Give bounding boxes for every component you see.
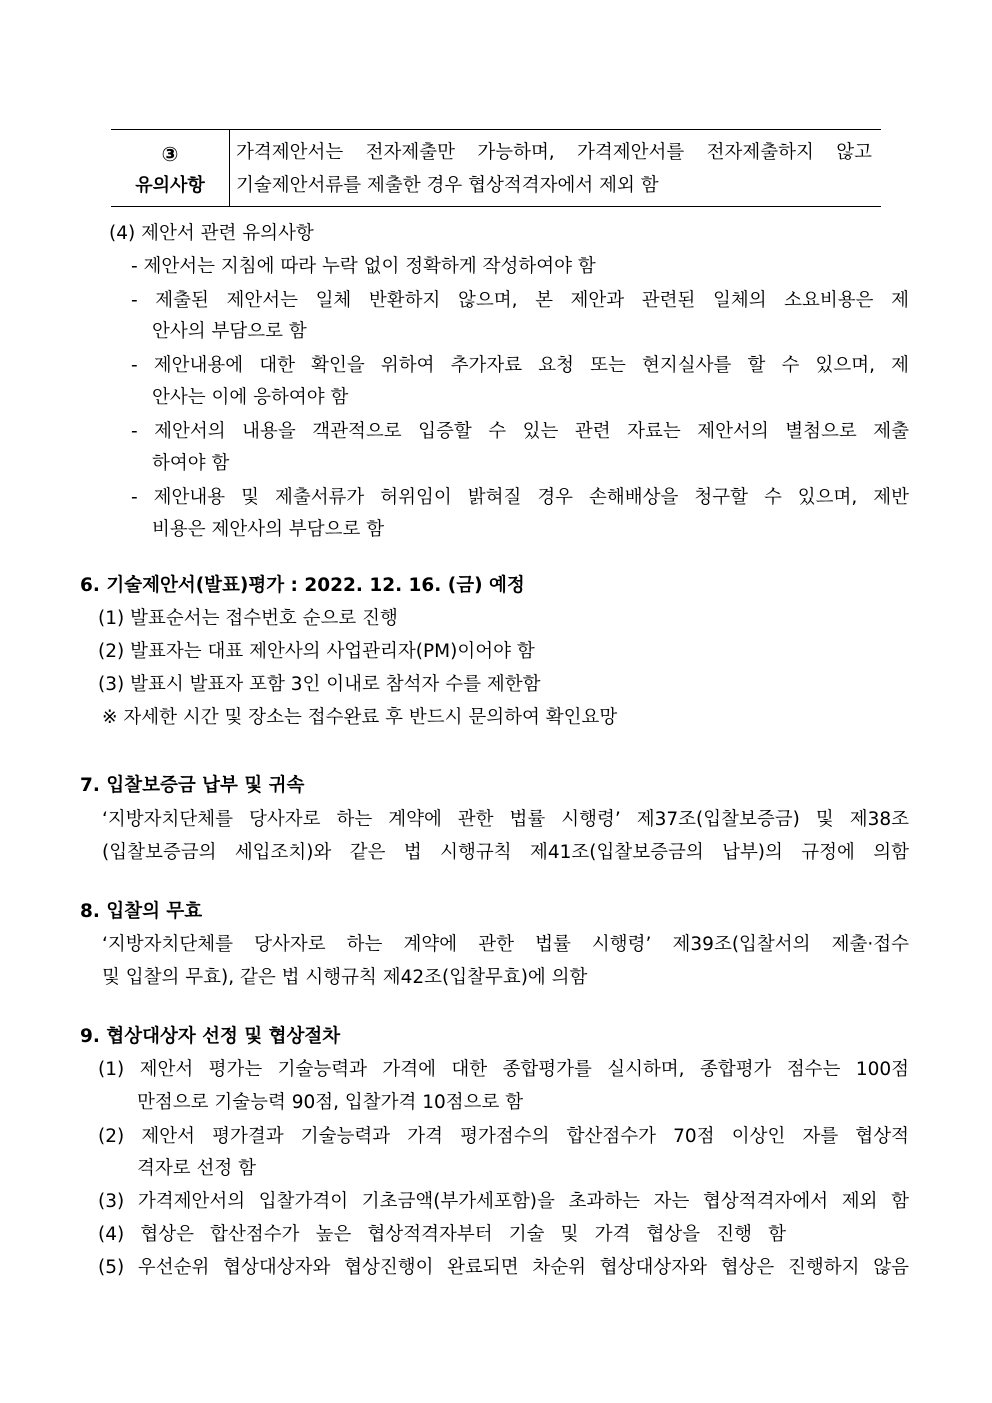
section-6-note: ※ 자세한 시간 및 장소는 접수완료 후 반드시 문의하여 확인요망 bbox=[102, 707, 618, 728]
notice-number: ③ bbox=[161, 142, 179, 166]
section-9-item-5: (5) 우선순위 협상대상자와 협상진행이 완료되면 차순위 협상대상자와 협상은 진행하지 않음 bbox=[98, 1257, 909, 1278]
section-4-item-2-line-2: 안사의 부담으로 함 bbox=[152, 321, 307, 342]
section-4-item-2-line-1: - 제출된 제안서는 일체 반환하지 않으며, 본 제안과 관련된 일체의 소요비용은 제 bbox=[131, 290, 909, 311]
notice-text-line-2: 기술제안서류를 제출한 경우 협상적격자에서 제외 함 bbox=[236, 175, 659, 196]
section-4-item-4-line-2: 하여야 함 bbox=[152, 453, 230, 474]
section-6-item-3: (3) 발표시 발표자 포함 3인 이내로 참석자 수를 제한함 bbox=[98, 674, 541, 695]
section-4-item-5-line-2: 비용은 제안사의 부담으로 함 bbox=[152, 519, 385, 540]
section-4-item-1: - 제안서는 지침에 따라 누락 없이 정확하게 작성하여야 함 bbox=[131, 256, 596, 277]
section-7-line-1: ‘지방자치단체를 당사자로 하는 계약에 관한 법률 시행령’ 제37조(입찰보증금) 및 제38조 bbox=[102, 809, 909, 830]
section-4-item-3-line-2: 안사는 이에 응하여야 함 bbox=[152, 387, 349, 408]
notice-table bbox=[111, 129, 881, 207]
section-4-item-4-line-1: - 제안서의 내용을 객관적으로 입증할 수 있는 관련 자료는 제안서의 별첨으로 제출 bbox=[131, 421, 909, 442]
section-9-item-2-line-1: (2) 제안서 평가결과 기술능력과 가격 평가점수의 합산점수가 70점 이상인 자를 협상적 bbox=[98, 1126, 909, 1147]
section-8-line-2: 및 입찰의 무효), 같은 법 시행규칙 제42조(입찰무효)에 의함 bbox=[102, 967, 588, 988]
section-8-line-1: ‘지방자치단체를 당사자로 하는 계약에 관한 법률 시행령’ 제39조(입찰서의 제출·접수 bbox=[102, 934, 909, 955]
notice-label: 유의사항 bbox=[135, 175, 205, 196]
section-4-item-5-line-1: - 제안내용 및 제출서류가 허위임이 밝혀질 경우 손해배상을 청구할 수 있으며, 제반 bbox=[131, 487, 909, 508]
section-8-title: 8. 입찰의 무효 bbox=[80, 901, 203, 922]
section-6-title: 6. 기술제안서(발표)평가 : 2022. 12. 16. (금) 예정 bbox=[80, 575, 525, 596]
section-6-item-2: (2) 발표자는 대표 제안사의 사업관리자(PM)이어야 함 bbox=[98, 641, 535, 662]
section-7-line-2: (입찰보증금의 세입조치)와 같은 법 시행규칙 제41조(입찰보증금의 납부)의 규정에 의함 bbox=[102, 842, 909, 863]
section-7-title: 7. 입찰보증금 납부 및 귀속 bbox=[80, 775, 305, 796]
section-9-item-2-line-2: 격자로 선정 함 bbox=[137, 1158, 256, 1179]
section-4-heading: (4) 제안서 관련 유의사항 bbox=[109, 223, 314, 244]
section-9-title: 9. 협상대상자 선정 및 협상절차 bbox=[80, 1026, 341, 1047]
notice-label-cell bbox=[111, 130, 230, 206]
section-9-item-4: (4) 협상은 합산점수가 높은 협상적격자부터 기술 및 가격 협상을 진행 함 bbox=[98, 1224, 786, 1245]
section-6-item-1: (1) 발표순서는 접수번호 순으로 진행 bbox=[98, 608, 398, 629]
section-9-item-1-line-2: 만점으로 기술능력 90점, 입찰가격 10점으로 함 bbox=[137, 1092, 524, 1113]
notice-text-line-1: 가격제안서는 전자제출만 가능하며, 가격제안서를 전자제출하지 않고 bbox=[236, 142, 872, 163]
section-4-item-3-line-1: - 제안내용에 대한 확인을 위하여 추가자료 요청 또는 현지실사를 할 수 있으며, 제 bbox=[131, 355, 909, 376]
section-9-item-1-line-1: (1) 제안서 평가는 기술능력과 가격에 대한 종합평가를 실시하며, 종합평가 점수는 100점 bbox=[98, 1059, 909, 1080]
section-9-item-3: (3) 가격제안서의 입찰가격이 기초금액(부가세포함)을 초과하는 자는 협상적격자에서 제외 함 bbox=[98, 1191, 909, 1212]
